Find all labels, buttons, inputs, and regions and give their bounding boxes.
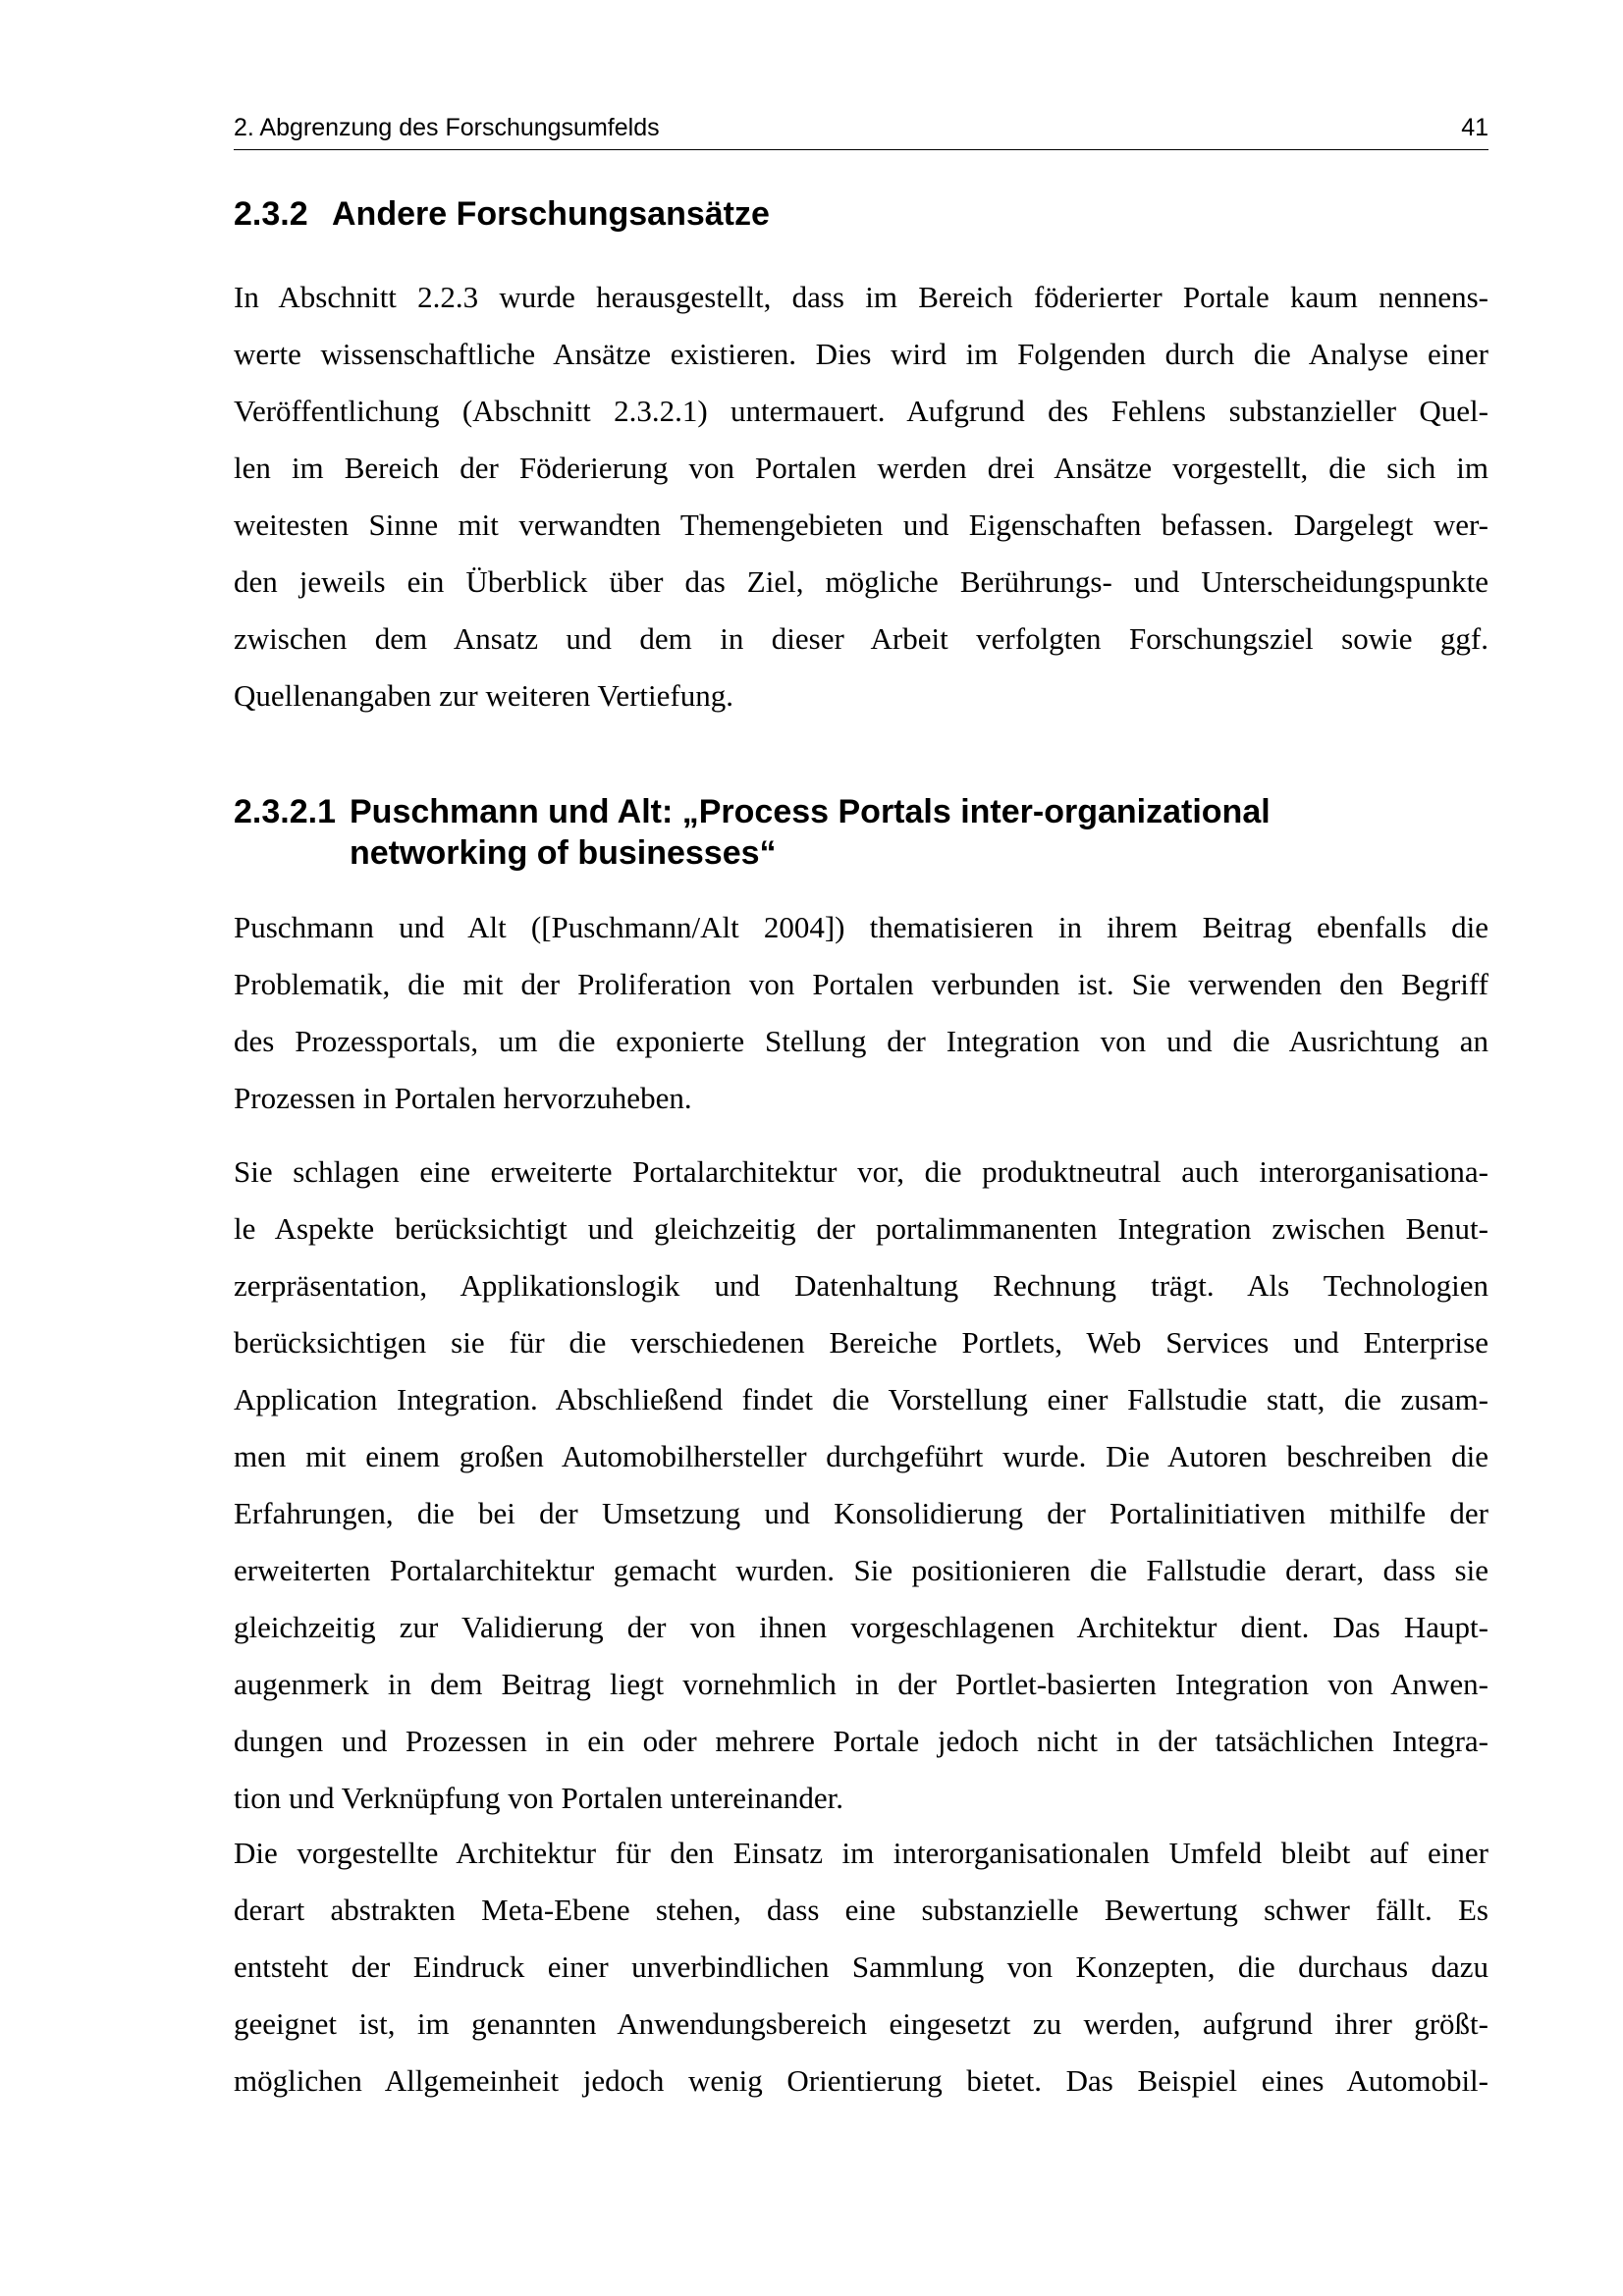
text-line: augenmerk in dem Beitrag liegt vornehmlich in der Portlet-basierten Integration von Anwen-	[234, 1667, 1488, 1701]
paragraph-3	[234, 1825, 1488, 2109]
text-line: tion und Verknüpfung von Portalen untereinander.	[234, 1781, 844, 1815]
page-number: 41	[1461, 114, 1488, 141]
text-line: weitesten Sinne mit verwandten Themengebieten und Eigenschaften befassen. Dargelegt wer-	[234, 507, 1488, 542]
paragraph-2	[234, 1144, 1488, 1827]
subsection-heading	[234, 791, 1488, 874]
section-number: 2.3.2	[234, 195, 308, 233]
text-line: zerpräsentation, Applikationslogik und Datenhaltung Rechnung trägt. Als Technologien	[234, 1268, 1488, 1303]
text-line: möglichen Allgemeinheit jedoch wenig Orientierung bietet. Das Beispiel eines Automobil-	[234, 2063, 1488, 2098]
text-line: Veröffentlichung (Abschnitt 2.3.2.1) untermauert. Aufgrund des Fehlens substanzieller Quel-	[234, 394, 1488, 428]
text-line: Quellenangaben zur weiteren Vertiefung.	[234, 678, 733, 713]
text-line: men mit einem großen Automobilhersteller durchgeführt wurde. Die Autoren beschreiben die	[234, 1439, 1488, 1473]
text-line: Erfahrungen, die bei der Umsetzung und Konsolidierung der Portalinitiativen mithilfe der	[234, 1496, 1488, 1530]
text-line: werte wissenschaftliche Ansätze existieren. Dies wird im Folgenden durch die Analyse einer	[234, 337, 1488, 371]
text-line: Problematik, die mit der Proliferation von Portalen verbunden ist. Sie verwenden den Begriff	[234, 967, 1488, 1001]
subsection-title-line2: networking of businesses“	[350, 834, 777, 872]
text-line: Die vorgestellte Architektur für den Einsatz im interorganisationalen Umfeld bleibt auf einer	[234, 1836, 1488, 1870]
text-line: Application Integration. Abschließend findet die Vorstellung einer Fallstudie statt, die zusam-	[234, 1382, 1488, 1416]
text-line: Puschmann und Alt ([Puschmann/Alt 2004]) thematisieren in ihrem Beitrag ebenfalls die	[234, 910, 1488, 944]
section-title: Andere Forschungsansätze	[332, 195, 770, 233]
page-header	[234, 114, 1488, 150]
text-line: len im Bereich der Föderierung von Portalen werden drei Ansätze vorgestellt, die sich im	[234, 451, 1488, 485]
text-line: entsteht der Eindruck einer unverbindlichen Sammlung von Konzepten, die durchaus dazu	[234, 1949, 1488, 1984]
text-line: berücksichtigen sie für die verschiedenen Bereiche Portlets, Web Services und Enterprise	[234, 1325, 1488, 1360]
text-line: geeignet ist, im genannten Anwendungsbereich eingesetzt zu werden, aufgrund ihrer größt-	[234, 2006, 1488, 2041]
intro-paragraph	[234, 269, 1488, 724]
running-title: 2. Abgrenzung des Forschungsumfelds	[234, 114, 660, 141]
subsection-number: 2.3.2.1	[234, 793, 336, 830]
text-line: In Abschnitt 2.2.3 wurde herausgestellt, dass im Bereich föderierter Portale kaum nennens-	[234, 280, 1488, 314]
text-line: des Prozessportals, um die exponierte Stellung der Integration von und die Ausrichtung an	[234, 1024, 1488, 1058]
text-line: gleichzeitig zur Validierung der von ihnen vorgeschlagenen Architektur dient. Das Haupt-	[234, 1610, 1488, 1644]
text-line: le Aspekte berücksichtigt und gleichzeitig der portalimmanenten Integration zwischen Benut-	[234, 1211, 1488, 1246]
section-heading	[234, 194, 770, 234]
text-line: erweiterten Portalarchitektur gemacht wurden. Sie positionieren die Fallstudie derart, dass sie	[234, 1553, 1488, 1587]
text-line: Prozessen in Portalen hervorzuheben.	[234, 1081, 692, 1115]
text-line: Sie schlagen eine erweiterte Portalarchitektur vor, die produktneutral auch interorganisationa-	[234, 1154, 1488, 1189]
text-line: zwischen dem Ansatz und dem in dieser Arbeit verfolgten Forschungsziel sowie ggf.	[234, 621, 1488, 656]
text-line: den jeweils ein Überblick über das Ziel, mögliche Berührungs- und Unterscheidungspunkte	[234, 564, 1488, 599]
subsection-title-line1: Puschmann und Alt: „Process Portals inter-organizational	[350, 793, 1271, 830]
text-line: dungen und Prozessen in ein oder mehrere Portale jedoch nicht in der tatsächlichen Integra-	[234, 1724, 1488, 1758]
text-line: derart abstrakten Meta-Ebene stehen, dass eine substanzielle Bewertung schwer fällt. Es	[234, 1893, 1488, 1927]
paragraph-1	[234, 899, 1488, 1127]
